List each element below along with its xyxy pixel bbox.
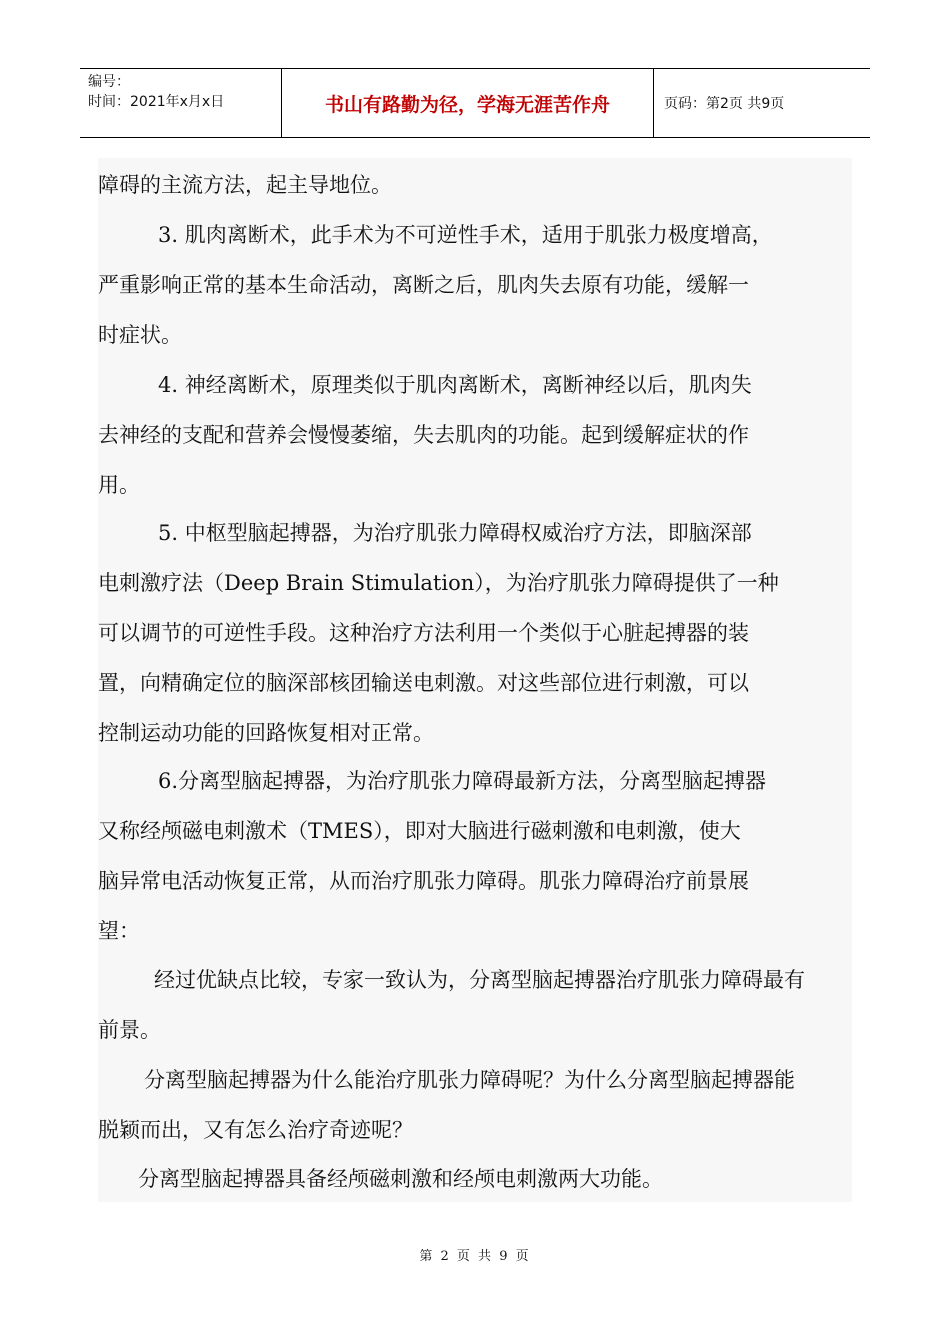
paragraph-nerve-transection (98, 360, 852, 510)
paragraph-expert-consensus (98, 955, 852, 1055)
text-line: 分离型脑起搏器为什么能治疗肌张力障碍呢？为什么分离型脑起搏器能 (144, 1068, 795, 1092)
text-line: 置，向精确定位的脑深部核团输送电刺激。对这些部位进行刺激，可以 (98, 671, 749, 695)
paragraph-muscle-transection (98, 210, 852, 360)
paragraph-functions (98, 1154, 852, 1204)
header-motto: 书山有路勤为径，学海无涯苦作舟 (282, 69, 654, 137)
text-line: 时症状。 (98, 323, 182, 347)
text-line: 6.分离型脑起搏器，为治疗肌张力障碍最新方法，分离型脑起搏器 (158, 769, 767, 793)
text-line: 去神经的支配和营养会慢慢萎缩，失去肌肉的功能。起到缓解症状的作 (98, 423, 749, 447)
text-line: 3. 肌肉离断术，此手术为不可逆性手术，适用于肌张力极度增高， (158, 223, 773, 247)
document-body (98, 158, 852, 1202)
paragraph-continuation (98, 160, 852, 210)
header-page-number: 页码：第2页 共9页 (664, 96, 785, 112)
text-line: 严重影响正常的基本生命活动，离断之后，肌肉失去原有功能，缓解一 (98, 273, 749, 297)
text-line: 电刺激疗法（Deep Brain Stimulation），为治疗肌张力障碍提供了一种 (98, 571, 779, 595)
paragraph-separated-pacemaker (98, 756, 852, 956)
text-line: 用。 (98, 473, 140, 497)
header-meta (80, 69, 282, 137)
text-line: 5. 中枢型脑起搏器，为治疗肌张力障碍权威治疗方法，即脑深部 (158, 521, 752, 545)
document-number-label: 编号： (88, 74, 130, 90)
text-line: 分离型脑起搏器具备经颅磁刺激和经颅电刺激两大功能。 (138, 1167, 663, 1191)
text-line: 前景。 (98, 1018, 161, 1042)
text-line: 望： (98, 919, 140, 943)
document-date-label: 时间：2021年x月x日 (88, 94, 225, 110)
page-footer: 第 2 页 共 9 页 (419, 1249, 531, 1264)
text-line: 控制运动功能的回路恢复相对正常。 (98, 721, 434, 745)
paragraph-central-pacemaker (98, 508, 852, 758)
text-line: 4. 神经离断术，原理类似于肌肉离断术，离断神经以后，肌肉失 (158, 373, 752, 397)
text-line: 可以调节的可逆性手段。这种治疗方法利用一个类似于心脏起搏器的装 (98, 621, 749, 645)
page-header (80, 68, 870, 138)
text-line: 脱颖而出，又有怎么治疗奇迹呢？ (98, 1118, 413, 1142)
text-line: 又称经颅磁电刺激术（TMES），即对大脑进行磁刺激和电刺激，使大 (98, 819, 741, 843)
paragraph-question (98, 1055, 852, 1155)
text-line: 脑异常电活动恢复正常，从而治疗肌张力障碍。肌张力障碍治疗前景展 (98, 869, 749, 893)
text-line: 障碍的主流方法，起主导地位。 (98, 173, 392, 197)
text-line: 经过优缺点比较，专家一致认为，分离型脑起搏器治疗肌张力障碍最有 (154, 968, 805, 992)
